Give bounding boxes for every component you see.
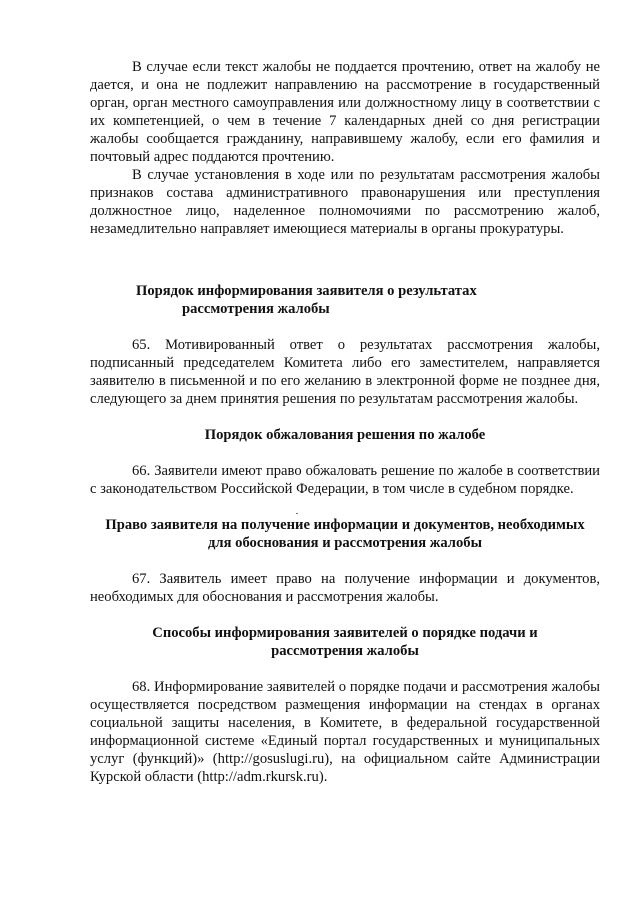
scan-speck (296, 513, 298, 514)
paragraph-65: 65. Мотивированный ответ о результатах рассмотрения жалобы, подписанный председателем Комитета либо его заместителем, направляется заявителю в письменной и по его желанию в электронной форме не позднее дня, следующего за днем принятия решения по результатам рассмотрения жалобы. (90, 337, 600, 407)
heading-right-to-information (86, 516, 604, 552)
heading-line: рассмотрения жалобы (182, 301, 330, 317)
heading-line: Право заявителя на получение информации и документов, необходимых (105, 517, 585, 533)
spacer (90, 238, 600, 282)
heading-line: Порядок обжалования решения по жалобе (204, 427, 486, 443)
paragraph-violation-found: В случае установления в ходе или по результатам рассмотрения жалобы признаков состава административного правонарушения или преступления должностное лицо, наделенное полномочиями по рассмотрению жалоб, незамедлительно направляет имеющиеся материалы в органы прокуратуры. (90, 167, 600, 237)
paragraph-66: 66. Заявители имеют право обжаловать решение по жалобе в соответствии с законодательством Российской Федерации, в том числе в судебном порядке. (90, 463, 600, 497)
spacer (90, 660, 600, 678)
heading-line: рассмотрения жалобы (271, 643, 419, 659)
heading-informing-results (90, 282, 600, 318)
heading-informing-methods (90, 624, 600, 660)
paragraph-68: 68. Информирование заявителей о порядке подачи и рассмотрения жалобы осуществляется посредством размещения информации на стендах в органах социальной защиты населения, в Комитете, в федеральной государственной информационной системе «Единый портал государственных и муниципальных услуг (функций)» (http://gosuslugi.ru), на официальном сайте Администрации Курской области (http://adm.rkursk.ru). (90, 679, 600, 785)
spacer (90, 408, 600, 426)
paragraph-complaint-unreadable: В случае если текст жалобы не поддается прочтению, ответ на жалобу не дается, и она не подлежит направлению на рассмотрение в государственный орган, орган местного самоуправления или должностному лицу в соответствии с их компетенцией, о чем в течение 7 календарных дней со дня регистрации жалобы сообщается гражданину, направившему жалобу, если его фамилия и почтовый адрес поддаются прочтению. (90, 59, 600, 165)
heading-line: Порядок информирования заявителя о результатах (136, 283, 477, 299)
spacer (90, 606, 600, 624)
document-page (90, 58, 600, 786)
heading-line: для обоснования и рассмотрения жалобы (208, 535, 482, 551)
paragraph-67: 67. Заявитель имеет право на получение информации и документов, необходимых для обоснования и рассмотрения жалобы. (90, 571, 600, 605)
spacer (90, 444, 600, 462)
spacer (90, 552, 600, 570)
heading-appeal (90, 426, 600, 444)
heading-line: Способы информирования заявителей о порядке подачи и (152, 625, 538, 641)
spacer (90, 498, 600, 516)
spacer (90, 318, 600, 336)
